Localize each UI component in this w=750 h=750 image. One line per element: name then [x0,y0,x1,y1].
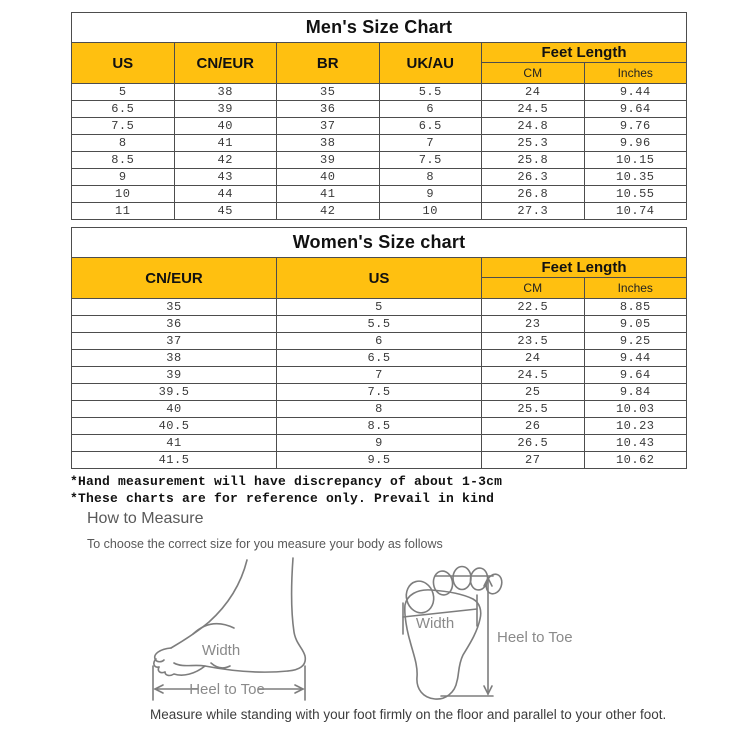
cm-subheader: CM [482,63,585,84]
table-row [72,84,687,101]
size-cell: 8.5 [72,152,175,169]
size-cell: 42 [174,152,277,169]
size-cell: 41 [277,186,380,203]
size-cell: 8 [72,135,175,152]
size-cell: 8 [277,401,482,418]
col-header-us: US [72,43,175,84]
size-cell: 6 [277,333,482,350]
size-cell: 36 [72,316,277,333]
size-cell: 10.62 [584,452,687,469]
size-cell: 39.5 [72,384,277,401]
size-cell: 26 [482,418,585,435]
size-cell: 36 [277,101,380,118]
size-cell: 10 [379,203,482,220]
size-cell: 45 [174,203,277,220]
size-cell: 39 [174,101,277,118]
size-cell: 10.43 [584,435,687,452]
size-cell: 40 [72,401,277,418]
size-cell: 9.44 [584,84,687,101]
size-cell: 44 [174,186,277,203]
size-cell: 25 [482,384,585,401]
table-row [72,299,687,316]
cm-subheader: CM [482,278,585,299]
size-cell: 37 [72,333,277,350]
size-cell: 7 [277,367,482,384]
table-row [72,118,687,135]
col-header-us: US [277,258,482,299]
size-cell: 7.5 [72,118,175,135]
size-cell: 6.5 [379,118,482,135]
feet-length-header: Feet Length [482,258,687,278]
size-cell: 10.03 [584,401,687,418]
table-row [72,316,687,333]
mens-size-table [71,12,687,220]
size-cell: 9.25 [584,333,687,350]
size-cell: 6 [379,101,482,118]
size-cell: 40 [277,169,380,186]
size-cell: 24.5 [482,101,585,118]
size-cell: 9.64 [584,101,687,118]
mens-chart-title: Men's Size Chart [72,13,687,43]
size-cell: 8 [379,169,482,186]
size-cell: 9.84 [584,384,687,401]
table-title-row [72,228,687,258]
size-cell: 26.3 [482,169,585,186]
heel-to-toe-label: Heel to Toe [189,681,265,698]
size-cell: 43 [174,169,277,186]
size-cell: 10.23 [584,418,687,435]
size-cell: 38 [277,135,380,152]
how-to-measure-heading: How to Measure [87,510,204,527]
inches-subheader: Inches [584,63,687,84]
table-row [72,452,687,469]
size-cell: 38 [174,84,277,101]
col-header-cn-eur: CN/EUR [72,258,277,299]
size-cell: 9.05 [584,316,687,333]
size-cell: 24.8 [482,118,585,135]
col-header-uk-au: UK/AU [379,43,482,84]
size-cell: 22.5 [482,299,585,316]
size-cell: 9.96 [584,135,687,152]
table-row [72,350,687,367]
size-cell: 24 [482,350,585,367]
size-cell: 40 [174,118,277,135]
table-header-row [72,43,687,63]
size-cell: 9.44 [584,350,687,367]
note-line-2: *These charts are for reference only. Prevail in kind [70,491,495,506]
size-cell: 26.8 [482,186,585,203]
table-row [72,401,687,418]
size-cell: 23 [482,316,585,333]
size-cell: 6.5 [277,350,482,367]
size-cell: 25.8 [482,152,585,169]
size-cell: 23.5 [482,333,585,350]
width-label: Width [415,615,455,632]
size-cell: 5 [72,84,175,101]
table-row [72,333,687,350]
size-cell: 9 [379,186,482,203]
size-cell: 5 [277,299,482,316]
size-cell: 27 [482,452,585,469]
table-row [72,135,687,152]
table-row [72,367,687,384]
table-row [72,203,687,220]
table-row [72,152,687,169]
size-cell: 9 [277,435,482,452]
size-cell: 10.15 [584,152,687,169]
size-cell: 41.5 [72,452,277,469]
size-cell: 9.5 [277,452,482,469]
size-cell: 40.5 [72,418,277,435]
table-row [72,418,687,435]
size-cell: 9.76 [584,118,687,135]
feet-length-header: Feet Length [482,43,687,63]
table-row [72,384,687,401]
womens-chart-title: Women's Size chart [72,228,687,258]
size-cell: 11 [72,203,175,220]
size-cell: 37 [277,118,380,135]
size-cell: 41 [174,135,277,152]
measure-instruction: Measure while standing with your foot firmly on the floor and parallel to your other foot. [150,707,667,722]
size-cell: 24.5 [482,367,585,384]
size-cell: 39 [277,152,380,169]
size-cell: 41 [72,435,277,452]
size-cell: 42 [277,203,380,220]
col-header-br: BR [277,43,380,84]
note-line-1: *Hand measurement will have discrepancy of about 1-3cm [70,474,503,489]
size-cell: 35 [72,299,277,316]
table-row [72,186,687,203]
size-cell: 7.5 [277,384,482,401]
size-cell: 10.74 [584,203,687,220]
inches-subheader: Inches [584,278,687,299]
size-cell: 24 [482,84,585,101]
size-cell: 7 [379,135,482,152]
size-cell: 8.5 [277,418,482,435]
size-cell: 27.3 [482,203,585,220]
table-row [72,101,687,118]
how-to-measure-subtext: To choose the correct size for you measure your body as follows [87,537,443,551]
size-cell: 10 [72,186,175,203]
size-cell: 9 [72,169,175,186]
table-row [72,435,687,452]
col-header-cn-eur: CN/EUR [174,43,277,84]
size-cell: 10.55 [584,186,687,203]
womens-size-table [71,227,687,469]
size-cell: 39 [72,367,277,384]
foot-side-view-diagram [145,556,380,706]
size-cell: 6.5 [72,101,175,118]
disclaimer-notes [70,473,502,507]
size-cell: 7.5 [379,152,482,169]
size-cell: 26.5 [482,435,585,452]
size-cell: 25.3 [482,135,585,152]
table-row [72,169,687,186]
size-cell: 25.5 [482,401,585,418]
heel-to-toe-label: Heel to Toe [497,629,573,646]
table-header-row [72,258,687,278]
size-cell: 5.5 [379,84,482,101]
size-cell: 38 [72,350,277,367]
foot-top-view-diagram [383,553,601,713]
size-cell: 8.85 [584,299,687,316]
size-cell: 5.5 [277,316,482,333]
size-cell: 35 [277,84,380,101]
width-label: Width [201,642,241,659]
size-cell: 10.35 [584,169,687,186]
size-cell: 9.64 [584,367,687,384]
table-title-row [72,13,687,43]
